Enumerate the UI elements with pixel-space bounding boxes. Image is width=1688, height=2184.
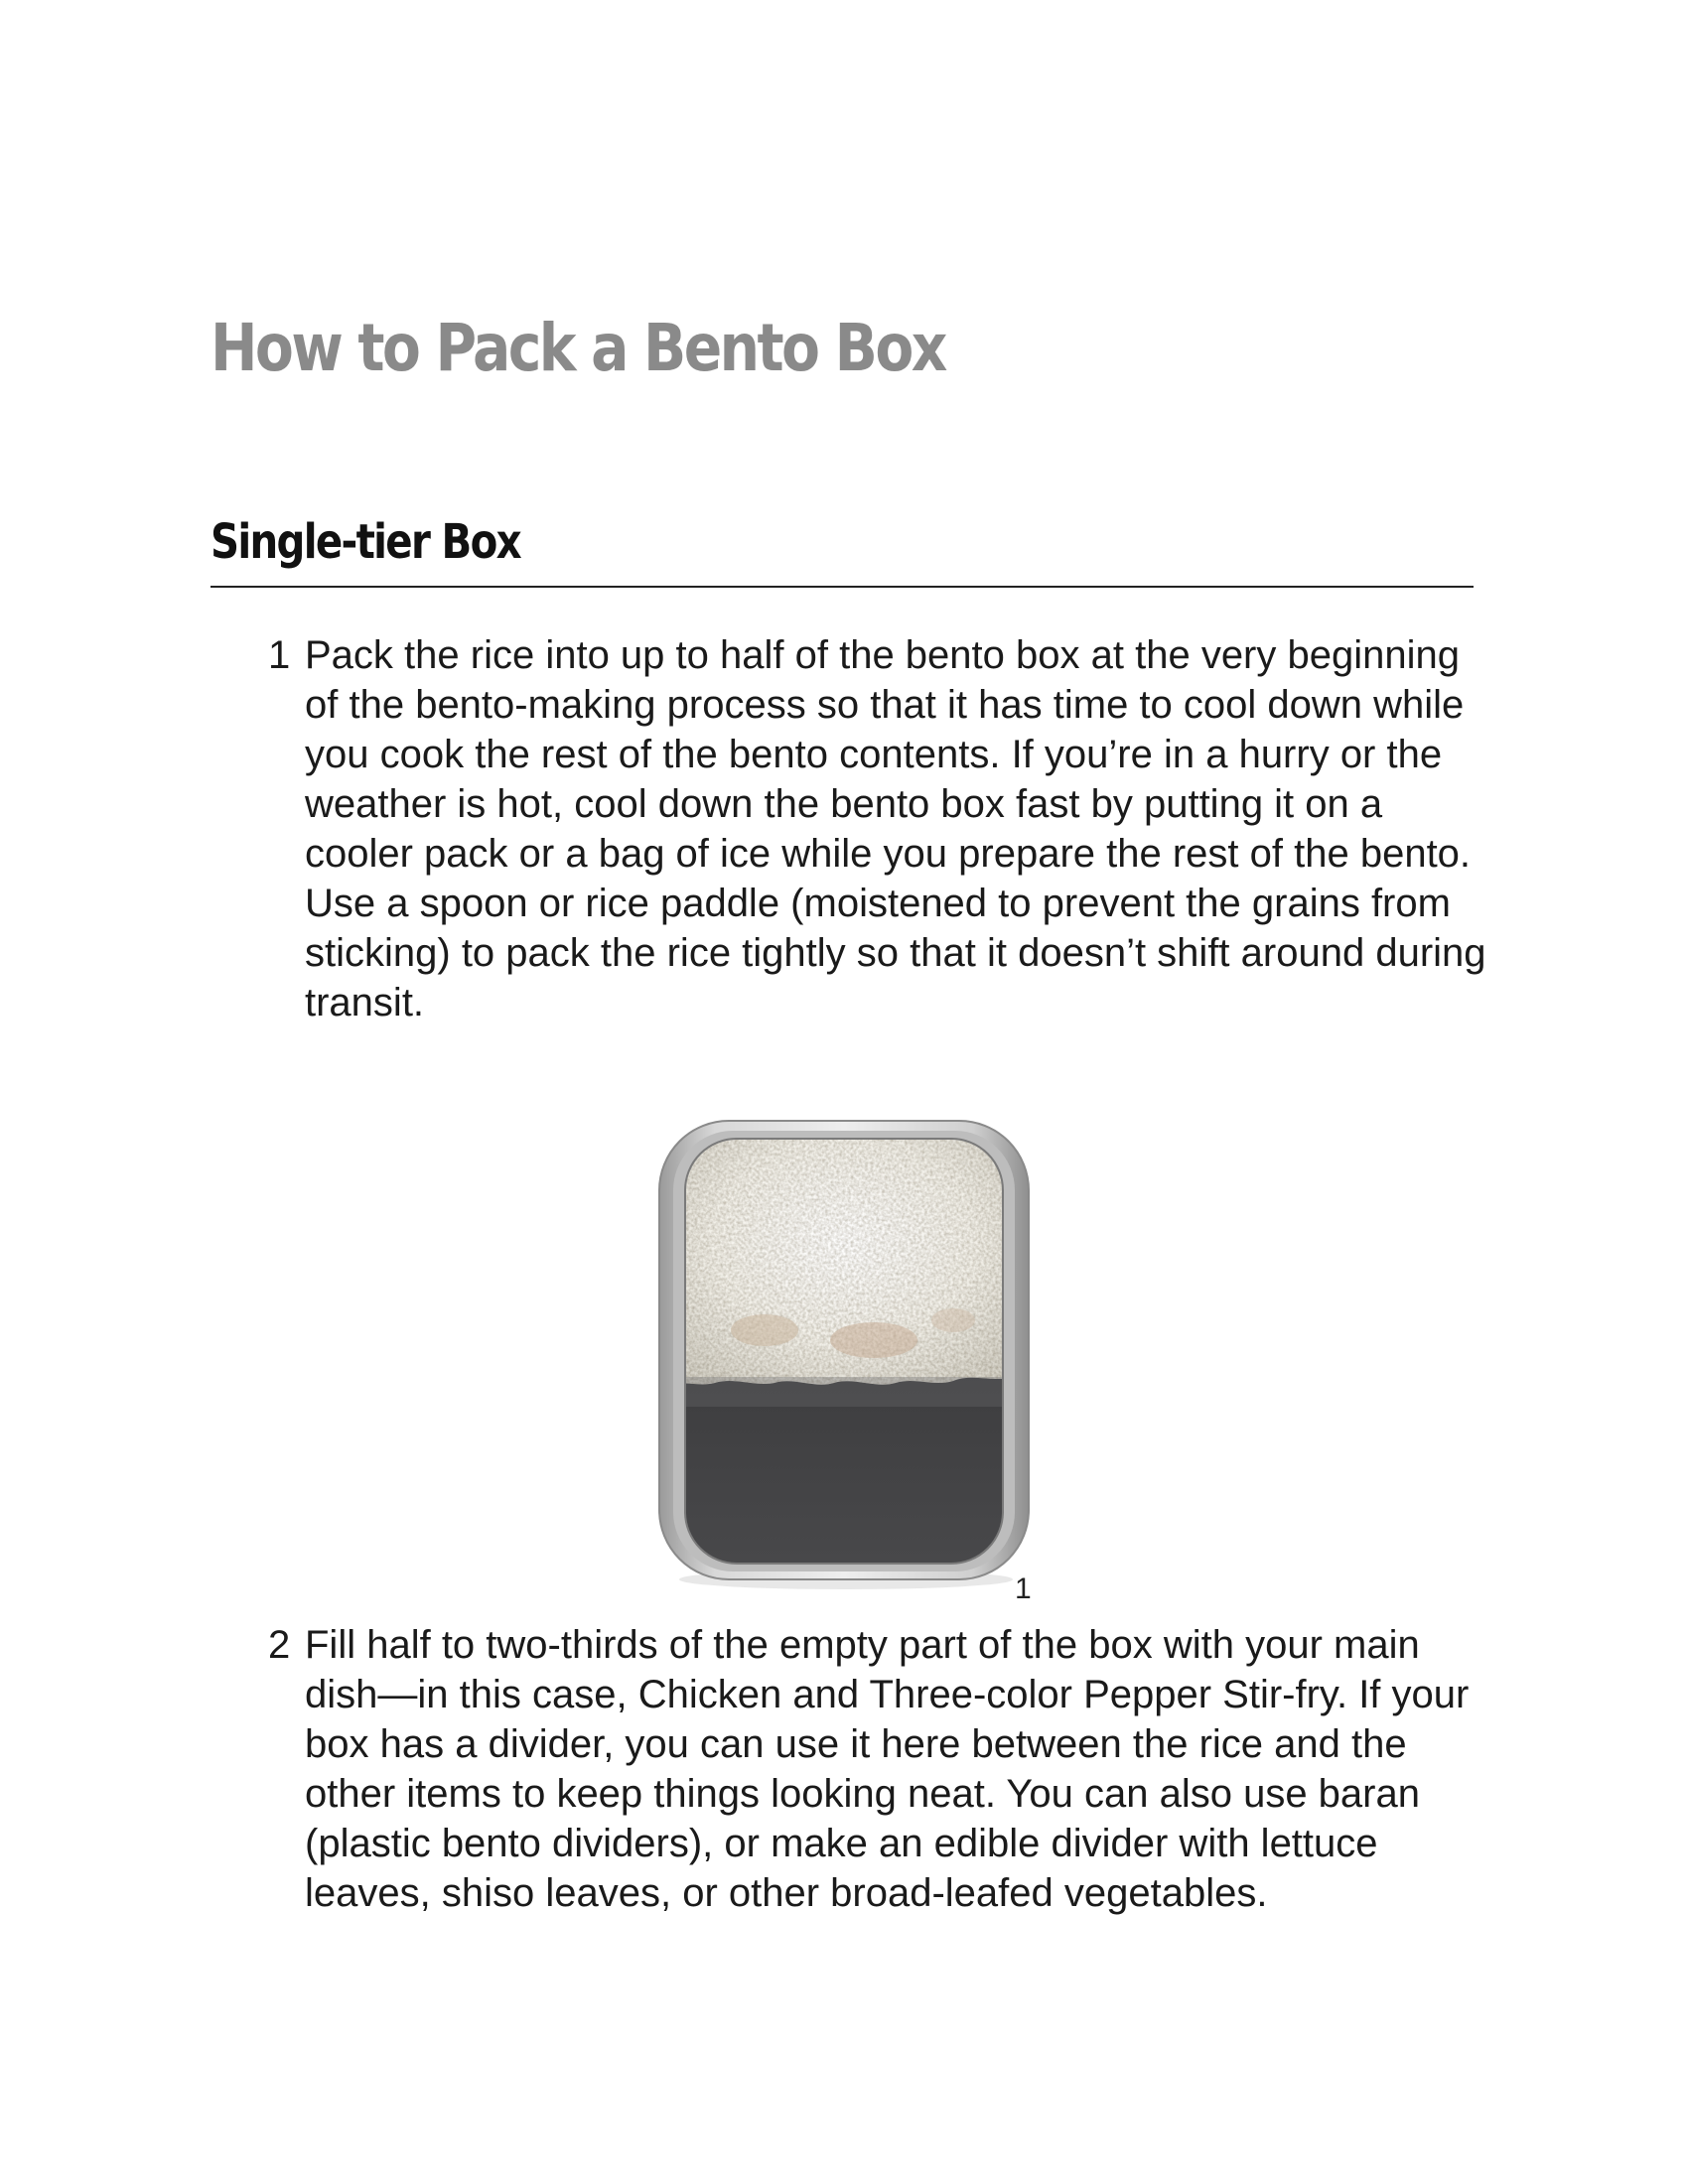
figure-caption: 1 [1015,1572,1032,1605]
step-item [268,1620,1489,1918]
section-divider [211,586,1474,588]
page-title: How to Pack a Bento Box [211,310,945,386]
step-text: Fill half to two-thirds of the empty part of the box with your main dish—in this case, Chicken and Three-color Pepper Stir-fry. If your box has a divider, you can use it here between the rice and the other items to keep things looking neat. You can also use baran (plastic bento dividers), or make an edible divider with lettuce leaves, shiso leaves, or other broad-leafed vegetables. [305,1623,1470,1915]
section-heading: Single-tier Box [211,514,520,570]
step-number: 2 [268,1623,291,1667]
step-item [268,630,1489,1027]
step-text: Pack the rice into up to half of the bento box at the very beginning of the bento-making process so that it has time to cool down while you cook the rest of the bento contents. If you’re in a hurry or the weather is hot, cool down the bento box fast by putting it on a cooler pack or a bag of ice while you prepare the rest of the bento. Use a spoon or rice paddle (moistened to prevent the grains from sticking) to pack the rice tightly so that it doesn’t shift around during transit. [305,633,1486,1024]
step-number: 1 [268,633,291,677]
bento-box-photo [655,1117,1033,1593]
